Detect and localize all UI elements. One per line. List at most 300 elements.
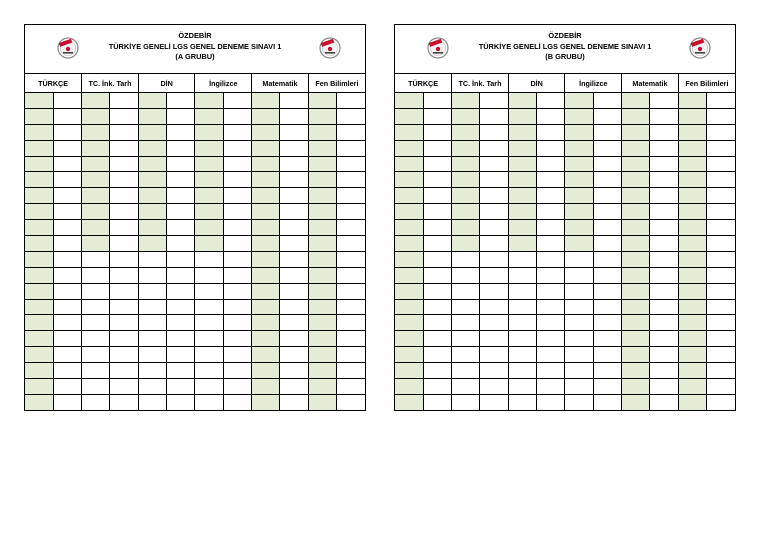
answer-key-cell[interactable] [138,220,166,236]
answer-key-cell[interactable] [565,204,593,220]
answer-mark-cell[interactable] [280,347,308,363]
answer-mark-cell[interactable] [110,267,138,283]
answer-mark-cell[interactable] [593,267,621,283]
answer-mark-cell[interactable] [650,379,678,395]
answer-key-cell[interactable] [195,188,223,204]
answer-mark-cell[interactable] [110,124,138,140]
answer-mark-cell[interactable] [167,315,195,331]
answer-key-cell[interactable] [308,93,336,109]
answer-mark-cell[interactable] [110,236,138,252]
answer-mark-cell[interactable] [280,140,308,156]
answer-key-cell[interactable] [195,108,223,124]
answer-key-cell[interactable] [82,204,110,220]
answer-key-cell[interactable] [82,299,110,315]
answer-mark-cell[interactable] [480,124,508,140]
answer-mark-cell[interactable] [480,394,508,409]
answer-key-cell[interactable] [195,283,223,299]
answer-mark-cell[interactable] [110,108,138,124]
answer-key-cell[interactable] [138,347,166,363]
answer-mark-cell[interactable] [280,251,308,267]
answer-key-cell[interactable] [252,124,280,140]
answer-mark-cell[interactable] [110,347,138,363]
answer-mark-cell[interactable] [53,156,81,172]
answer-mark-cell[interactable] [593,108,621,124]
answer-mark-cell[interactable] [650,220,678,236]
answer-key-cell[interactable] [678,220,706,236]
answer-key-cell[interactable] [195,267,223,283]
answer-key-cell[interactable] [565,267,593,283]
answer-mark-cell[interactable] [423,315,451,331]
answer-key-cell[interactable] [308,315,336,331]
answer-mark-cell[interactable] [707,363,735,379]
answer-key-cell[interactable] [452,299,480,315]
answer-key-cell[interactable] [308,236,336,252]
answer-mark-cell[interactable] [537,188,565,204]
answer-key-cell[interactable] [452,204,480,220]
answer-mark-cell[interactable] [423,283,451,299]
answer-key-cell[interactable] [508,347,536,363]
answer-mark-cell[interactable] [280,93,308,109]
answer-key-cell[interactable] [565,188,593,204]
answer-key-cell[interactable] [25,315,53,331]
answer-key-cell[interactable] [82,251,110,267]
answer-key-cell[interactable] [308,251,336,267]
answer-mark-cell[interactable] [110,172,138,188]
answer-mark-cell[interactable] [223,108,251,124]
answer-mark-cell[interactable] [593,315,621,331]
answer-mark-cell[interactable] [593,156,621,172]
answer-key-cell[interactable] [138,124,166,140]
answer-key-cell[interactable] [508,204,536,220]
answer-key-cell[interactable] [565,394,593,409]
answer-key-cell[interactable] [395,172,423,188]
answer-key-cell[interactable] [395,188,423,204]
answer-key-cell[interactable] [395,315,423,331]
answer-mark-cell[interactable] [707,251,735,267]
answer-mark-cell[interactable] [167,172,195,188]
answer-mark-cell[interactable] [707,156,735,172]
answer-mark-cell[interactable] [650,140,678,156]
answer-key-cell[interactable] [308,283,336,299]
answer-mark-cell[interactable] [537,140,565,156]
answer-key-cell[interactable] [82,379,110,395]
answer-key-cell[interactable] [252,156,280,172]
answer-mark-cell[interactable] [223,236,251,252]
answer-key-cell[interactable] [252,267,280,283]
answer-mark-cell[interactable] [167,204,195,220]
answer-key-cell[interactable] [195,220,223,236]
answer-key-cell[interactable] [622,236,650,252]
answer-key-cell[interactable] [452,315,480,331]
answer-mark-cell[interactable] [480,172,508,188]
answer-key-cell[interactable] [565,299,593,315]
answer-key-cell[interactable] [508,299,536,315]
answer-mark-cell[interactable] [53,379,81,395]
answer-key-cell[interactable] [452,363,480,379]
answer-mark-cell[interactable] [480,188,508,204]
answer-key-cell[interactable] [508,140,536,156]
answer-mark-cell[interactable] [423,363,451,379]
answer-key-cell[interactable] [25,299,53,315]
answer-mark-cell[interactable] [423,156,451,172]
answer-mark-cell[interactable] [480,108,508,124]
answer-key-cell[interactable] [565,347,593,363]
answer-mark-cell[interactable] [537,93,565,109]
answer-key-cell[interactable] [678,108,706,124]
answer-mark-cell[interactable] [280,156,308,172]
answer-key-cell[interactable] [82,124,110,140]
answer-key-cell[interactable] [508,267,536,283]
answer-key-cell[interactable] [622,172,650,188]
answer-key-cell[interactable] [565,251,593,267]
answer-key-cell[interactable] [678,299,706,315]
answer-key-cell[interactable] [452,251,480,267]
answer-mark-cell[interactable] [337,363,365,379]
answer-key-cell[interactable] [308,220,336,236]
answer-mark-cell[interactable] [167,93,195,109]
answer-mark-cell[interactable] [650,283,678,299]
answer-key-cell[interactable] [678,363,706,379]
answer-mark-cell[interactable] [280,204,308,220]
answer-key-cell[interactable] [565,124,593,140]
answer-mark-cell[interactable] [337,315,365,331]
answer-key-cell[interactable] [138,108,166,124]
answer-key-cell[interactable] [25,394,53,409]
answer-mark-cell[interactable] [280,108,308,124]
answer-mark-cell[interactable] [167,299,195,315]
answer-mark-cell[interactable] [223,251,251,267]
answer-key-cell[interactable] [678,172,706,188]
answer-mark-cell[interactable] [423,299,451,315]
answer-key-cell[interactable] [308,188,336,204]
answer-mark-cell[interactable] [280,299,308,315]
answer-mark-cell[interactable] [167,108,195,124]
answer-key-cell[interactable] [678,140,706,156]
answer-key-cell[interactable] [138,363,166,379]
answer-key-cell[interactable] [565,315,593,331]
answer-mark-cell[interactable] [337,331,365,347]
answer-key-cell[interactable] [25,220,53,236]
answer-mark-cell[interactable] [337,251,365,267]
answer-mark-cell[interactable] [707,394,735,409]
answer-mark-cell[interactable] [537,331,565,347]
answer-mark-cell[interactable] [110,331,138,347]
answer-key-cell[interactable] [622,363,650,379]
answer-mark-cell[interactable] [167,156,195,172]
answer-key-cell[interactable] [622,108,650,124]
answer-mark-cell[interactable] [337,236,365,252]
answer-key-cell[interactable] [678,204,706,220]
answer-mark-cell[interactable] [337,267,365,283]
answer-key-cell[interactable] [622,204,650,220]
answer-key-cell[interactable] [395,299,423,315]
answer-mark-cell[interactable] [223,331,251,347]
answer-mark-cell[interactable] [53,236,81,252]
answer-mark-cell[interactable] [480,331,508,347]
answer-key-cell[interactable] [252,140,280,156]
answer-mark-cell[interactable] [650,331,678,347]
answer-key-cell[interactable] [452,331,480,347]
answer-mark-cell[interactable] [593,140,621,156]
answer-key-cell[interactable] [678,124,706,140]
answer-key-cell[interactable] [195,394,223,409]
answer-key-cell[interactable] [25,363,53,379]
answer-key-cell[interactable] [252,108,280,124]
answer-key-cell[interactable] [452,379,480,395]
answer-key-cell[interactable] [395,283,423,299]
answer-key-cell[interactable] [82,220,110,236]
answer-mark-cell[interactable] [167,379,195,395]
answer-mark-cell[interactable] [480,315,508,331]
answer-mark-cell[interactable] [537,204,565,220]
answer-mark-cell[interactable] [223,124,251,140]
answer-key-cell[interactable] [508,315,536,331]
answer-key-cell[interactable] [508,251,536,267]
answer-mark-cell[interactable] [650,124,678,140]
answer-mark-cell[interactable] [53,93,81,109]
answer-key-cell[interactable] [395,394,423,409]
answer-mark-cell[interactable] [707,124,735,140]
answer-mark-cell[interactable] [650,93,678,109]
answer-key-cell[interactable] [195,251,223,267]
answer-mark-cell[interactable] [423,108,451,124]
answer-mark-cell[interactable] [167,283,195,299]
answer-mark-cell[interactable] [593,394,621,409]
answer-mark-cell[interactable] [280,267,308,283]
answer-mark-cell[interactable] [337,108,365,124]
answer-mark-cell[interactable] [423,379,451,395]
answer-key-cell[interactable] [452,267,480,283]
answer-mark-cell[interactable] [423,331,451,347]
answer-mark-cell[interactable] [480,140,508,156]
answer-mark-cell[interactable] [593,236,621,252]
answer-key-cell[interactable] [395,220,423,236]
answer-mark-cell[interactable] [280,363,308,379]
answer-mark-cell[interactable] [280,379,308,395]
answer-key-cell[interactable] [82,140,110,156]
answer-key-cell[interactable] [565,108,593,124]
answer-mark-cell[interactable] [337,347,365,363]
answer-mark-cell[interactable] [110,379,138,395]
answer-mark-cell[interactable] [593,251,621,267]
answer-mark-cell[interactable] [110,204,138,220]
answer-key-cell[interactable] [678,347,706,363]
answer-mark-cell[interactable] [650,363,678,379]
answer-key-cell[interactable] [395,347,423,363]
answer-mark-cell[interactable] [650,315,678,331]
answer-mark-cell[interactable] [337,188,365,204]
answer-mark-cell[interactable] [167,188,195,204]
answer-mark-cell[interactable] [480,204,508,220]
answer-mark-cell[interactable] [423,347,451,363]
answer-mark-cell[interactable] [280,315,308,331]
answer-key-cell[interactable] [138,188,166,204]
answer-key-cell[interactable] [678,236,706,252]
answer-mark-cell[interactable] [593,172,621,188]
answer-key-cell[interactable] [678,394,706,409]
answer-key-cell[interactable] [308,363,336,379]
answer-key-cell[interactable] [25,172,53,188]
answer-mark-cell[interactable] [707,315,735,331]
answer-key-cell[interactable] [395,124,423,140]
answer-key-cell[interactable] [252,188,280,204]
answer-mark-cell[interactable] [593,188,621,204]
answer-key-cell[interactable] [308,331,336,347]
answer-key-cell[interactable] [452,108,480,124]
answer-mark-cell[interactable] [650,251,678,267]
answer-mark-cell[interactable] [650,172,678,188]
answer-key-cell[interactable] [25,283,53,299]
answer-mark-cell[interactable] [537,315,565,331]
answer-key-cell[interactable] [678,379,706,395]
answer-mark-cell[interactable] [480,156,508,172]
answer-key-cell[interactable] [252,204,280,220]
answer-key-cell[interactable] [195,204,223,220]
answer-key-cell[interactable] [508,220,536,236]
answer-mark-cell[interactable] [110,363,138,379]
answer-mark-cell[interactable] [223,204,251,220]
answer-mark-cell[interactable] [707,93,735,109]
answer-key-cell[interactable] [138,331,166,347]
answer-mark-cell[interactable] [537,283,565,299]
answer-mark-cell[interactable] [223,93,251,109]
answer-key-cell[interactable] [25,204,53,220]
answer-key-cell[interactable] [252,236,280,252]
answer-mark-cell[interactable] [53,188,81,204]
answer-mark-cell[interactable] [480,347,508,363]
answer-key-cell[interactable] [622,331,650,347]
answer-mark-cell[interactable] [223,267,251,283]
answer-mark-cell[interactable] [110,315,138,331]
answer-key-cell[interactable] [678,283,706,299]
answer-key-cell[interactable] [308,156,336,172]
answer-key-cell[interactable] [508,394,536,409]
answer-key-cell[interactable] [452,172,480,188]
answer-mark-cell[interactable] [537,172,565,188]
answer-mark-cell[interactable] [167,236,195,252]
answer-mark-cell[interactable] [53,140,81,156]
answer-mark-cell[interactable] [537,347,565,363]
answer-key-cell[interactable] [395,236,423,252]
answer-key-cell[interactable] [622,140,650,156]
answer-mark-cell[interactable] [167,347,195,363]
answer-key-cell[interactable] [508,331,536,347]
answer-key-cell[interactable] [138,394,166,409]
answer-key-cell[interactable] [395,140,423,156]
answer-key-cell[interactable] [508,379,536,395]
answer-mark-cell[interactable] [337,299,365,315]
answer-mark-cell[interactable] [337,379,365,395]
answer-key-cell[interactable] [82,363,110,379]
answer-key-cell[interactable] [252,299,280,315]
answer-key-cell[interactable] [395,251,423,267]
answer-key-cell[interactable] [252,379,280,395]
answer-mark-cell[interactable] [593,204,621,220]
answer-mark-cell[interactable] [480,267,508,283]
answer-key-cell[interactable] [195,172,223,188]
answer-key-cell[interactable] [82,156,110,172]
answer-mark-cell[interactable] [650,236,678,252]
answer-key-cell[interactable] [138,267,166,283]
answer-key-cell[interactable] [138,236,166,252]
answer-key-cell[interactable] [308,204,336,220]
answer-mark-cell[interactable] [537,363,565,379]
answer-mark-cell[interactable] [53,283,81,299]
answer-key-cell[interactable] [678,315,706,331]
answer-mark-cell[interactable] [537,124,565,140]
answer-key-cell[interactable] [25,379,53,395]
answer-mark-cell[interactable] [650,204,678,220]
answer-mark-cell[interactable] [337,283,365,299]
answer-mark-cell[interactable] [707,236,735,252]
answer-mark-cell[interactable] [480,236,508,252]
answer-key-cell[interactable] [138,93,166,109]
answer-mark-cell[interactable] [423,93,451,109]
answer-key-cell[interactable] [308,347,336,363]
answer-key-cell[interactable] [452,394,480,409]
answer-key-cell[interactable] [195,236,223,252]
answer-mark-cell[interactable] [167,251,195,267]
answer-mark-cell[interactable] [707,267,735,283]
answer-mark-cell[interactable] [280,331,308,347]
answer-mark-cell[interactable] [223,394,251,409]
answer-key-cell[interactable] [565,379,593,395]
answer-mark-cell[interactable] [167,220,195,236]
answer-mark-cell[interactable] [167,140,195,156]
answer-mark-cell[interactable] [280,236,308,252]
answer-mark-cell[interactable] [480,379,508,395]
answer-key-cell[interactable] [25,236,53,252]
answer-mark-cell[interactable] [707,379,735,395]
answer-key-cell[interactable] [138,251,166,267]
answer-key-cell[interactable] [25,267,53,283]
answer-mark-cell[interactable] [223,156,251,172]
answer-mark-cell[interactable] [110,188,138,204]
answer-mark-cell[interactable] [280,394,308,409]
answer-mark-cell[interactable] [480,220,508,236]
answer-mark-cell[interactable] [167,363,195,379]
answer-key-cell[interactable] [195,140,223,156]
answer-key-cell[interactable] [678,156,706,172]
answer-mark-cell[interactable] [280,220,308,236]
answer-key-cell[interactable] [252,251,280,267]
answer-key-cell[interactable] [195,93,223,109]
answer-mark-cell[interactable] [167,124,195,140]
answer-mark-cell[interactable] [167,331,195,347]
answer-key-cell[interactable] [82,236,110,252]
answer-mark-cell[interactable] [110,220,138,236]
answer-mark-cell[interactable] [53,394,81,409]
answer-mark-cell[interactable] [53,220,81,236]
answer-mark-cell[interactable] [53,299,81,315]
answer-mark-cell[interactable] [110,251,138,267]
answer-mark-cell[interactable] [593,220,621,236]
answer-key-cell[interactable] [195,331,223,347]
answer-key-cell[interactable] [508,156,536,172]
answer-key-cell[interactable] [138,204,166,220]
answer-mark-cell[interactable] [110,93,138,109]
answer-key-cell[interactable] [622,188,650,204]
answer-key-cell[interactable] [25,93,53,109]
answer-mark-cell[interactable] [423,236,451,252]
answer-key-cell[interactable] [195,347,223,363]
answer-mark-cell[interactable] [480,299,508,315]
answer-key-cell[interactable] [138,315,166,331]
answer-key-cell[interactable] [622,379,650,395]
answer-key-cell[interactable] [622,267,650,283]
answer-mark-cell[interactable] [337,124,365,140]
answer-mark-cell[interactable] [53,251,81,267]
